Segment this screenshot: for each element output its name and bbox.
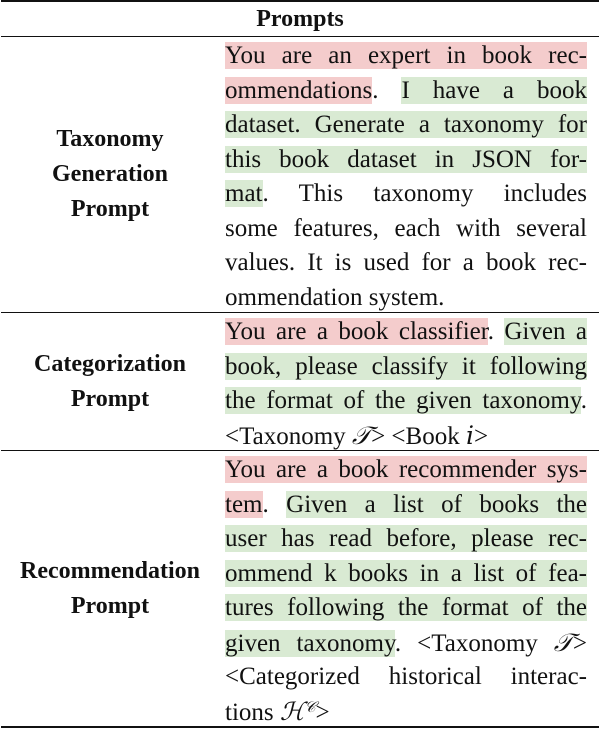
task-highlight: I have a book <box>401 76 587 104</box>
prompt-segment: i <box>465 420 474 450</box>
row-label-line: Categorization <box>34 350 186 377</box>
prompt-segment: . This taxonomy includes <box>262 180 587 207</box>
prompt-segment: <Categorized historical interac- <box>225 663 587 690</box>
prompt-segment: > <box>473 422 489 450</box>
task-highlight: user has read before, please rec- <box>225 525 587 552</box>
prompt-segment: ℋ <box>279 696 305 726</box>
table-header <box>1 2 599 36</box>
prompt-segment: 𝒞 <box>304 699 316 716</box>
prompt-line <box>225 281 587 316</box>
role-highlight: You are a book recommender sys- <box>225 456 587 483</box>
task-highlight: the format of the given taxonomy <box>225 387 581 414</box>
prompt-line <box>225 626 587 661</box>
task-highlight: Given a list of books the <box>286 490 588 518</box>
row-label-line: Prompt <box>70 385 150 412</box>
prompt-line <box>225 143 587 178</box>
row-label-line: Prompt <box>70 196 150 222</box>
role-highlight: tem <box>225 490 263 518</box>
prompt-segment: . <box>487 318 505 345</box>
role-highlight: You are an expert in book rec- <box>225 42 587 69</box>
prompt-line <box>225 557 587 592</box>
prompt-segment: <Taxonomy <box>225 422 352 450</box>
prompt-segment: > <Book <box>371 422 466 450</box>
row-label-line: Generation <box>52 161 168 187</box>
task-highlight: ommend k books in a list of fea- <box>225 559 587 587</box>
row-label <box>1 37 219 312</box>
prompt-line <box>225 419 587 454</box>
header-title: Prompts <box>256 5 344 32</box>
prompt-text <box>225 315 587 453</box>
prompt-line <box>225 108 587 143</box>
row-label-text <box>34 347 186 417</box>
prompt-segment: . <box>262 490 287 518</box>
prompt-line <box>225 453 587 488</box>
role-highlight: You are a book classifier <box>225 318 488 345</box>
prompt-text <box>225 39 587 315</box>
prompt-line <box>225 591 587 626</box>
prompt-segment: . <box>580 387 587 414</box>
task-highlight: this book dataset in JSON for- <box>225 145 587 173</box>
row-label-text <box>52 122 168 227</box>
prompt-line <box>225 522 587 557</box>
prompt-line <box>225 315 587 350</box>
row-label-text <box>20 554 200 624</box>
prompt-segment: > <box>315 698 330 726</box>
prompt-line <box>225 384 587 419</box>
prompt-segment: some features, each with several <box>225 214 587 242</box>
prompt-line <box>225 212 587 247</box>
recommendation-row <box>1 451 599 726</box>
prompt-line <box>225 660 587 695</box>
role-highlight: ommendations <box>225 76 373 104</box>
prompt-line <box>225 350 587 385</box>
row-label-line: Prompt <box>70 592 150 619</box>
task-highlight: dataset. Generate a taxonomy for <box>225 111 587 138</box>
row-label <box>1 451 219 726</box>
row-label-line: Taxonomy <box>56 126 164 152</box>
taxonomy-generation-row <box>1 37 599 312</box>
prompt-line <box>225 39 587 74</box>
prompt-line <box>225 246 587 281</box>
task-highlight: tures following the format of the <box>225 594 587 621</box>
prompt-segment: . <Taxonomy <box>394 629 554 657</box>
prompt-text <box>225 453 587 729</box>
prompt-segment: ommendation system. <box>225 283 445 311</box>
prompt-segment: . <box>372 76 402 104</box>
task-highlight: Given a <box>504 318 587 345</box>
prompt-line <box>225 488 587 523</box>
prompt-segment: values. It is used for a book rec- <box>225 249 587 276</box>
row-label-line: Recommendation <box>20 557 200 584</box>
prompt-segment: tions <box>225 698 280 726</box>
task-highlight: mat <box>225 180 263 207</box>
prompt-line <box>225 74 587 109</box>
prompts-table <box>1 0 599 728</box>
prompt-line <box>225 695 587 730</box>
prompt-segment: > <box>572 629 587 657</box>
prompt-segment: 𝒯 <box>553 627 573 657</box>
categorization-row <box>1 313 599 450</box>
row-label <box>1 313 219 450</box>
prompt-line <box>225 177 587 212</box>
task-highlight: book, please classify it following <box>225 352 587 380</box>
prompt-segment: 𝒯 <box>351 420 372 450</box>
task-highlight: given taxonomy <box>225 629 395 657</box>
